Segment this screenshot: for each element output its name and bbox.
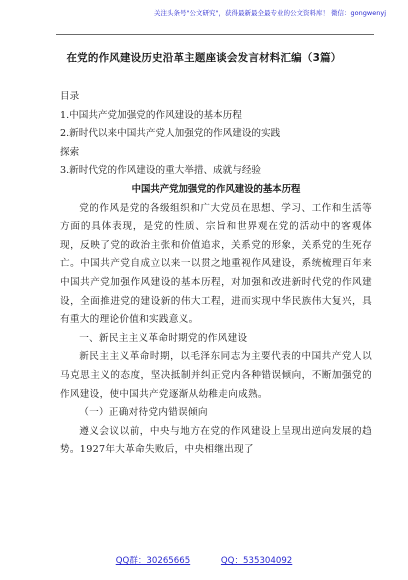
paragraph-period-one: 新民主主义革命时期，以毛泽东同志为主要代表的中国共产党人以马克思主义的态度，坚决抵制并纠正党内各种错误倾向，不断加强党的作风建设，使中国共产党逐渐从幼稚走向成熟。 — [60, 351, 372, 400]
document-body — [60, 88, 372, 460]
header-divider — [56, 34, 374, 35]
subheading-item-one: （一）正确对待党内错误倾向 — [79, 407, 208, 419]
header-promo-note: 关注头条号"公文研究"，获得最新最全最专业的公文资料库！ 微信：gongwenyj — [154, 9, 386, 17]
toc-item-2: 2.新时代以来中国共产党人加强党的作风建设的实践 — [60, 128, 281, 140]
footer-qq-number: QQ：535304092 — [220, 556, 293, 566]
toc-item-3: 3.新时代党的作风建设的重大举措、成就与经验 — [60, 165, 262, 177]
paragraph-zunyi: 遵义会议以前，中央与地方在党的作风建设上呈现出逆向发展的趋势。1927年大革命失败后，中央相继出现了 — [60, 425, 372, 456]
toc-item-2-continued: 探索 — [60, 146, 80, 158]
subheading-period-one: 一、新民主主义革命时期党的作风建设 — [79, 332, 248, 344]
document-title: 在党的作风建设历史沿革主题座谈会发言材料汇编（3篇） — [66, 52, 342, 64]
footer-qq-group: QQ群：30265665 — [115, 556, 191, 566]
paragraph-intro: 党的作风是党的各级组织和广大党员在思想、学习、工作和生活等方面的具体表现，是党的性质、宗旨和世界观在党的活动中的客观体现，反映了党的政治主张和价值追求，关系党的形象，关系党的生死存亡。中国共产党自成立以来一以贯之地重视作风建设，系统梳理百年来中国共产党加强作风建设的基本历程，对加强和改进新时代党的作风建设，全面推进党的建设新的伟大工程，进而实现中华民族伟大复兴，具有重大的理论价值和实践意义。 — [60, 202, 372, 326]
footer-contact — [0, 554, 408, 566]
toc-item-1: 1.中国共产党加强党的作风建设的基本历程 — [60, 109, 242, 121]
section-title: 中国共产党加强党的作风建设的基本历程 — [131, 183, 301, 195]
toc-heading: 目录 — [60, 91, 80, 102]
